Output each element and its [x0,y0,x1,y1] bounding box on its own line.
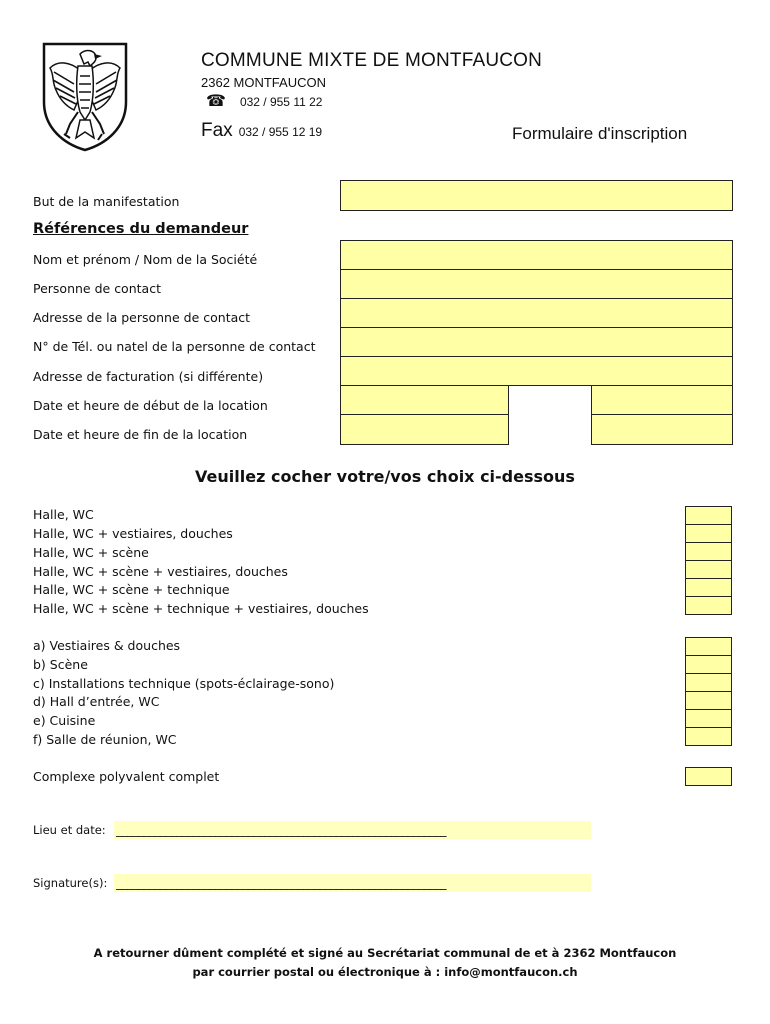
option-label: c) Installations technique (spots-éclairage-sono) [33,676,335,691]
fax-number: 032 / 955 12 19 [238,125,323,139]
footer-line-2: par courrier postal ou électronique à : info@montfaucon.ch [192,965,578,979]
complete-complex-label: Complexe polyvalent complet [33,769,220,784]
signature-field[interactable] [114,874,591,892]
start-label: Date et heure de début de la location [33,398,268,413]
option-checkbox[interactable] [685,524,732,543]
phone-line [206,95,322,109]
contact-address-label: Adresse de la personne de contact [33,310,251,325]
option-label: Halle, WC + scène + technique + vestiaires, douches [33,601,369,616]
option-checkbox[interactable] [685,655,732,674]
place-date-label: Lieu et date: [33,823,106,837]
option-checkbox[interactable] [685,542,732,561]
option-checkbox[interactable] [685,727,732,746]
footer-line-1: A retourner dûment complété et signé au Secrétariat communal de et à 2362 Montfaucon [93,946,677,960]
option-checkbox[interactable] [685,560,732,579]
end-time-field[interactable] [591,414,733,445]
purpose-label: But de la manifestation [33,194,180,209]
purpose-field[interactable] [340,180,733,211]
contact-field[interactable] [340,269,733,299]
start-date-field[interactable] [340,385,509,415]
phone-number: 032 / 955 11 22 [239,95,323,109]
option-checkbox[interactable] [685,578,732,597]
option-label: Halle, WC [33,507,94,522]
option-checkbox[interactable] [685,506,732,525]
place-date-underline: ____________________________________________________________ [116,823,446,837]
option-checkbox[interactable] [685,673,732,692]
contact-address-field[interactable] [340,298,733,328]
option-checkbox[interactable] [685,691,732,710]
option-label: Halle, WC + scène + technique [33,582,230,597]
section-title-requester: Références du demandeur [33,221,249,237]
telephone-icon: ☎ [206,93,226,110]
billing-label: Adresse de facturation (si différente) [33,369,264,384]
option-label: d) Hall d’entrée, WC [33,694,160,709]
place-date-field[interactable] [114,821,591,839]
complete-complex-checkbox[interactable] [685,767,732,786]
end-label: Date et heure de fin de la location [33,427,248,442]
form-title: Formulaire d'inscription [512,124,688,143]
option-label: b) Scène [33,657,88,672]
fax-line [201,120,322,142]
option-checkbox[interactable] [685,709,732,728]
commune-address: 2362 MONTFAUCON [201,75,326,90]
fax-label: Fax [201,120,233,141]
name-label: Nom et prénom / Nom de la Société [33,252,258,267]
option-label: Halle, WC + vestiaires, douches [33,526,233,541]
end-date-field[interactable] [340,414,509,445]
commune-title: COMMUNE MIXTE DE MONTFAUCON [201,50,543,71]
signature-underline: ____________________________________________________________ [116,876,446,890]
start-time-field[interactable] [591,385,733,415]
commune-crest-logo [40,40,130,152]
choices-title: Veuillez cocher votre/vos choix ci-dessous [195,467,575,486]
name-field[interactable] [340,240,733,270]
option-label: Halle, WC + scène + vestiaires, douches [33,564,288,579]
billing-field[interactable] [340,356,733,386]
option-label: Halle, WC + scène [33,545,149,560]
option-label: a) Vestiaires & douches [33,638,181,653]
signature-label: Signature(s): [33,876,108,890]
contact-label: Personne de contact [33,281,161,296]
option-label: e) Cuisine [33,713,96,728]
phone-field[interactable] [340,327,733,357]
option-checkbox[interactable] [685,637,732,656]
phone-label: N° de Tél. ou natel de la personne de contact [33,339,316,354]
option-checkbox[interactable] [685,596,732,615]
option-label: f) Salle de réunion, WC [33,732,177,747]
